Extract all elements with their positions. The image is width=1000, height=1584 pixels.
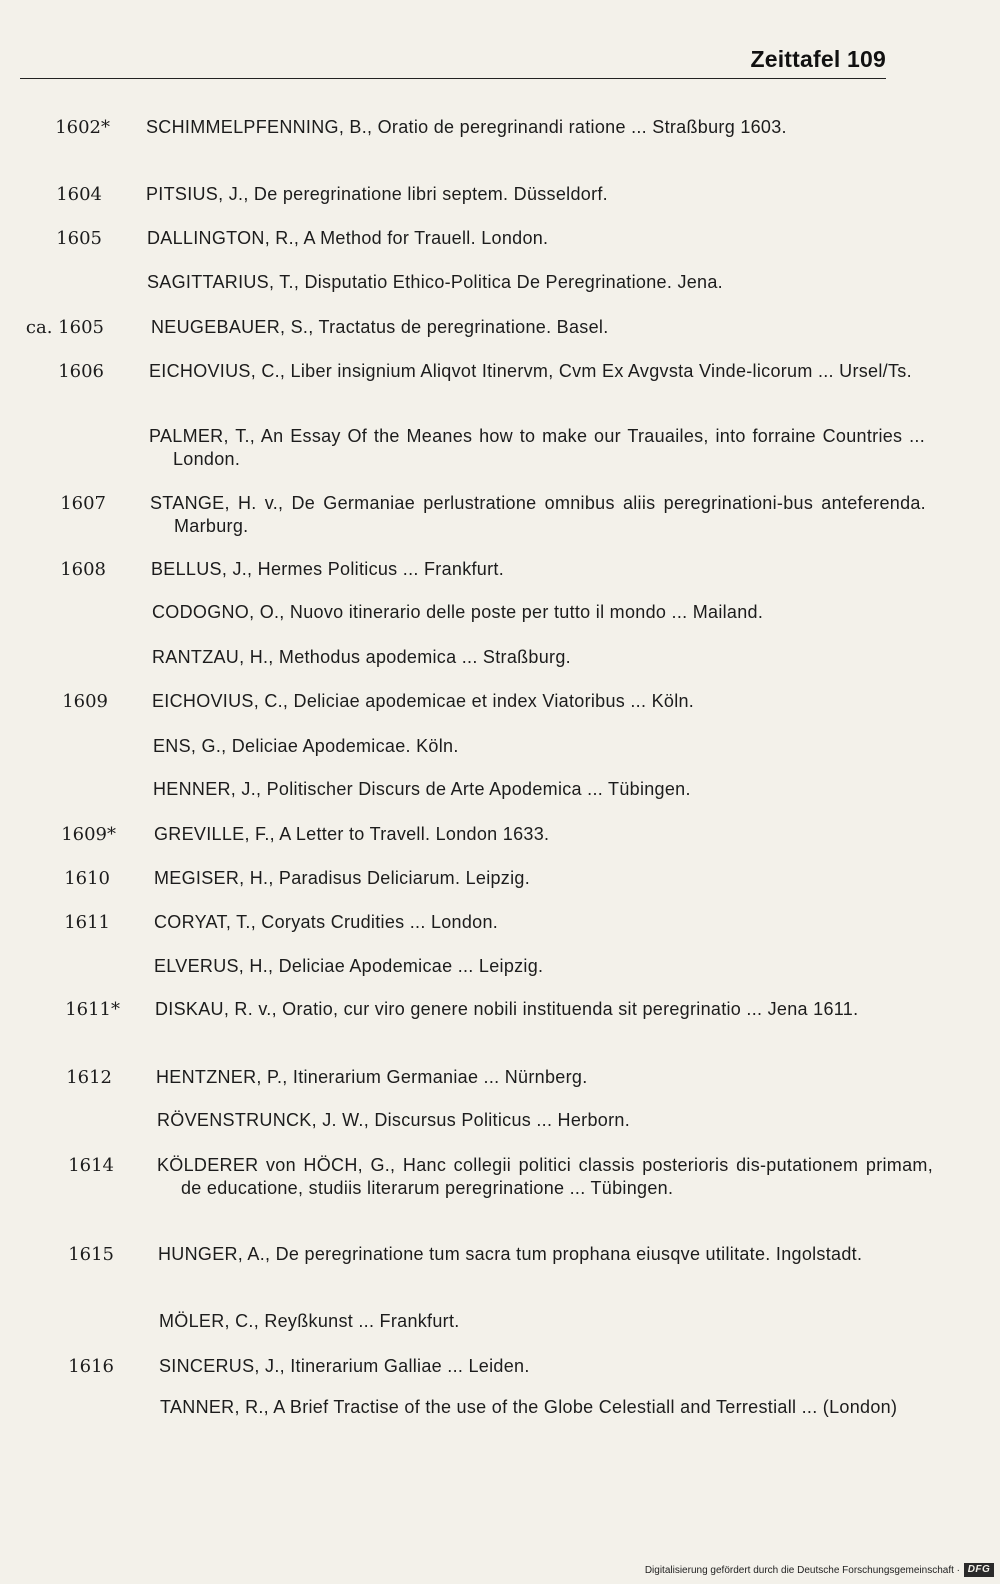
entry-text: HENNER, J., Politischer Discurs de Arte Apodemica ... Tübingen. [153, 779, 691, 799]
entry-text: KÖLDERER von HÖCH, G., Hanc collegii politici classis posterioris dis-putationem primam, de educatione, studiis literarum peregrinatione ... Tübingen. [157, 1155, 933, 1198]
entry-text: HUNGER, A., De peregrinatione tum sacra tum prophana eiusqve utilitate. Ingolstadt. [158, 1244, 863, 1264]
entry-year: 1615 [68, 1244, 114, 1265]
entry-text: MEGISER, H., Paradisus Deliciarum. Leipzig. [154, 868, 531, 888]
entry-text: CODOGNO, O., Nuovo itinerario delle poste per tutto il mondo ... Mailand. [152, 602, 764, 622]
dfg-logo-icon: DFG [964, 1563, 994, 1577]
page-header-title: Zeittafel 109 [750, 46, 886, 72]
entry-text: CORYAT, T., Coryats Crudities ... London. [154, 912, 499, 932]
entry-text: ENS, G., Deliciae Apodemicae. Köln. [153, 736, 459, 756]
entry-text: PALMER, T., An Essay Of the Meanes how to make our Trauailes, into forraine Countries ... London. [149, 426, 925, 469]
entry-year: 1612 [66, 1067, 112, 1088]
entry-year: 1608 [60, 559, 106, 580]
entry-text: MÖLER, C., Reyßkunst ... Frankfurt. [159, 1311, 460, 1331]
entry-year: 1614 [68, 1155, 114, 1176]
entry-year: 1609 [62, 691, 108, 712]
digitization-credit: Digitalisierung gefördert durch die Deutsche Forschungsgemeinschaft · [644, 1565, 960, 1576]
entry-year: 1606 [58, 361, 104, 382]
entry-text: RÖVENSTRUNCK, J. W., Discursus Politicus ... Herborn. [157, 1110, 630, 1130]
entry-text: PITSIUS, J., De peregrinatione libri septem. Düsseldorf. [146, 184, 608, 204]
entry-text: DISKAU, R. v., Oratio, cur viro genere nobili instituenda sit peregrinatio ... Jena 1611. [155, 999, 859, 1019]
entry-year: 1607 [60, 493, 106, 514]
entry-year: 1604 [56, 184, 102, 205]
entry-text: SINCERUS, J., Itinerarium Galliae ... Leiden. [159, 1356, 530, 1376]
entry-text: EICHOVIUS, C., Deliciae apodemicae et index Viatoribus ... Köln. [152, 691, 695, 711]
entry-year: 1616 [68, 1356, 114, 1377]
entry-year: 1609* [61, 824, 116, 845]
entry-text: RANTZAU, H., Methodus apodemica ... Straßburg. [152, 647, 571, 667]
entry-year: 1605 [56, 228, 102, 249]
entry-text: SCHIMMELPFENNING, B., Oratio de peregrinandi ratione ... Straßburg 1603. [146, 117, 787, 137]
entry-text: TANNER, R., A Brief Tractise of the use of the Globe Celestiall and Terrestiall ... (London) [160, 1397, 898, 1417]
entry-year: 1611 [64, 912, 110, 933]
entry-year: 1602* [55, 117, 110, 138]
entry-text: SAGITTARIUS, T., Disputatio Ethico-Politica De Peregrinatione. Jena. [147, 272, 723, 292]
entry-year: 1611* [65, 999, 120, 1020]
entry-year: ca. 1605 [25, 317, 104, 338]
entry-text: STANGE, H. v., De Germaniae perlustratione omnibus aliis peregrinationi-bus anteferenda. Marburg. [150, 493, 926, 536]
entry-text: EICHOVIUS, C., Liber insignium Aliqvot Itinervm, Cvm Ex Avgvsta Vinde-licorum ... Ursel/Ts. [149, 361, 912, 381]
entry-text: ELVERUS, H., Deliciae Apodemicae ... Leipzig. [154, 956, 544, 976]
entry-year: 1610 [64, 868, 110, 889]
entry-text: NEUGEBAUER, S., Tractatus de peregrinatione. Basel. [151, 317, 609, 337]
entry-text: GREVILLE, F., A Letter to Travell. London 1633. [154, 824, 550, 844]
entry-text: BELLUS, J., Hermes Politicus ... Frankfurt. [151, 559, 505, 579]
entry-text: DALLINGTON, R., A Method for Trauell. London. [147, 228, 549, 248]
entry-text: HENTZNER, P., Itinerarium Germaniae ... Nürnberg. [156, 1067, 588, 1087]
